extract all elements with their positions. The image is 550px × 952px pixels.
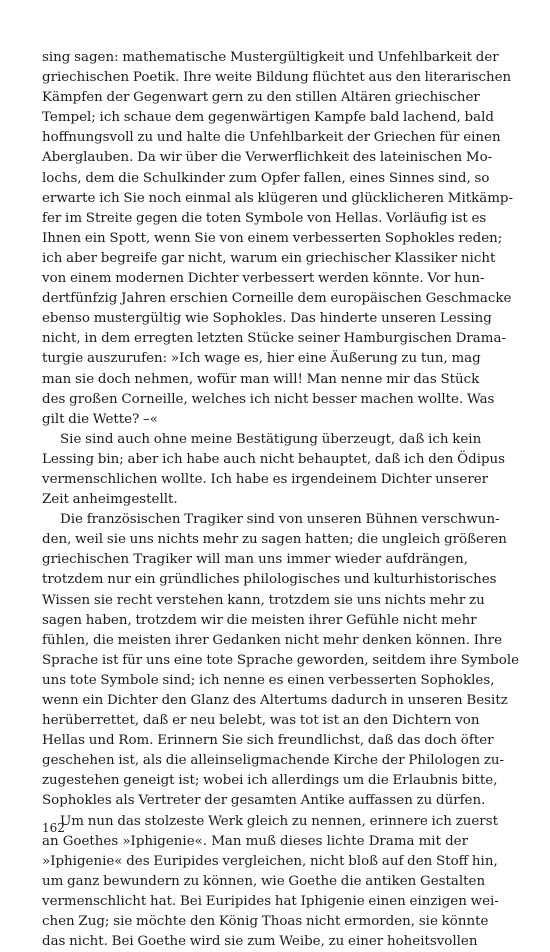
- text-line: Zeit anheimgestellt.: [42, 492, 178, 508]
- text-line: gilt die Wette? –«: [42, 411, 158, 427]
- text-line: den, weil sie uns nichts mehr zu sagen hatten; die ungleich größeren: [42, 532, 507, 548]
- text-line: Die französischen Tragiker sind von unseren Bühnen verschwun-: [60, 512, 500, 528]
- text-line: Sophokles als Vertreter der gesamten Antike auffassen zu dürfen.: [42, 793, 486, 809]
- text-line: »Iphigenie« des Euripides vergleichen, nicht bloß auf den Stoff hin,: [42, 853, 498, 869]
- text-line: Um nun das stolzeste Werk gleich zu nennen, erinnere ich zuerst: [60, 813, 498, 829]
- text-line: Hellas und Rom. Erinnern Sie sich freundlichst, daß das doch öfter: [42, 733, 494, 749]
- text-line: fühlen, die meisten ihrer Gedanken nicht mehr denken können. Ihre: [42, 632, 502, 648]
- text-line: um ganz bewundern zu können, wie Goethe die antiken Gestalten: [42, 873, 486, 889]
- page-number: 162: [42, 821, 65, 835]
- text-line: Sie sind auch ohne meine Bestätigung überzeugt, daß ich kein: [60, 431, 482, 447]
- paragraph-3: [42, 510, 520, 811]
- paragraph-1: [42, 48, 514, 430]
- page-body: [42, 48, 520, 952]
- text-line: Sprache ist für uns eine tote Sprache geworden, seitdem ihre Symbole: [42, 652, 520, 668]
- text-line: vermenschlicht hat. Bei Euripides hat Iphigenie einen einzigen wei-: [42, 893, 499, 909]
- text-line: Wissen sie recht verstehen kann, trotzdem sie uns nichts mehr zu: [42, 592, 485, 608]
- text-line: herüberrettet, daß er neu belebt, was tot ist an den Dichtern von: [42, 713, 480, 729]
- text-line: wenn ein Dichter den Glanz des Altertums dadurch in unseren Besitz: [42, 693, 508, 708]
- text-line: lochs, dem die Schulkinder zum Opfer fallen, eines Sinnes sind, so: [42, 170, 490, 186]
- text-line: griechischen Poetik. Ihre weite Bildung flüchtet aus den literarischen: [42, 70, 512, 86]
- text-line: von einem modernen Dichter verbessert werden könnte. Vor hun-: [42, 271, 485, 287]
- text-line: ebenso mustergültig wie Sophokles. Das hinderte unseren Lessing: [42, 311, 492, 327]
- text-line: Aberglauben. Da wir über die Verwerflichkeit des lateinischen Mo-: [42, 150, 493, 166]
- text-line: Kämpfen der Gegenwart gern zu den stillen Altären griechischer: [42, 90, 480, 106]
- text-line: chen Zug; sie möchte den König Thoas nicht ermorden, sie könnte: [42, 914, 489, 930]
- text-line: nicht, in dem erregten letzten Stücke seiner Hamburgischen Drama-: [42, 331, 506, 347]
- text-line: Ihnen ein Spott, wenn Sie von einem verbesserten Sophokles reden;: [42, 230, 503, 246]
- text-line: an Goethes »Iphigenie«. Man muß dieses lichte Drama mit der: [42, 833, 468, 849]
- text-line: ich aber begreife gar nicht, warum ein griechischer Klassiker nicht: [42, 250, 496, 266]
- text-line: uns tote Symbole sind; ich nenne es einen verbesserten Sophokles,: [42, 672, 495, 688]
- text-line: zugestehen geneigt ist; wobei ich allerdings um die Erlaubnis bitte,: [42, 773, 498, 789]
- text-line: das nicht. Bei Goethe wird sie zum Weibe, zu einer hoheitsvollen: [42, 934, 478, 950]
- paragraph-2: [42, 430, 506, 510]
- paragraph-4: [42, 812, 499, 952]
- text-line: Lessing bin; aber ich habe auch nicht behauptet, daß ich den Ödipus: [42, 451, 506, 467]
- text-line: dertfünfzig Jahren erschien Corneille dem europäischen Geschmacke: [42, 291, 512, 307]
- text-line: fer im Streite gegen die toten Symbole von Hellas. Vorläufig ist es: [42, 210, 487, 226]
- text-line: des großen Corneille, welches ich nicht besser machen wollte. Was: [42, 391, 495, 407]
- text-line: hoffnungsvoll zu und halte die Unfehlbarkeit der Griechen für einen: [42, 130, 501, 146]
- text-line: sagen haben, trotzdem wir die meisten ihrer Gefühle nicht mehr: [42, 612, 477, 628]
- text-line: griechischen Tragiker will man uns immer wieder aufdrängen,: [42, 552, 468, 568]
- text-line: man sie doch nehmen, wofür man will! Man nenne mir das Stück: [42, 371, 480, 387]
- text-line: sing sagen: mathematische Mustergültigkeit und Unfehlbarkeit der: [42, 50, 499, 65]
- text-line: turgie auszurufen: »Ich wage es, hier eine Äußerung zu tun, mag: [42, 351, 481, 367]
- text-line: erwarte ich Sie noch einmal als klügeren und glücklicheren Mitkämp-: [42, 190, 514, 206]
- text-line: trotzdem nur ein gründliches philologisches und kulturhistorisches: [42, 572, 497, 588]
- text-line: vermenschlichen wollte. Ich habe es irgendeinem Dichter unserer: [42, 471, 489, 487]
- text-line: Tempel; ich schaue dem gegenwärtigen Kampfe bald lachend, bald: [42, 110, 494, 126]
- text-line: geschehen ist, als die alleinseligmachende Kirche der Philologen zu-: [42, 753, 505, 769]
